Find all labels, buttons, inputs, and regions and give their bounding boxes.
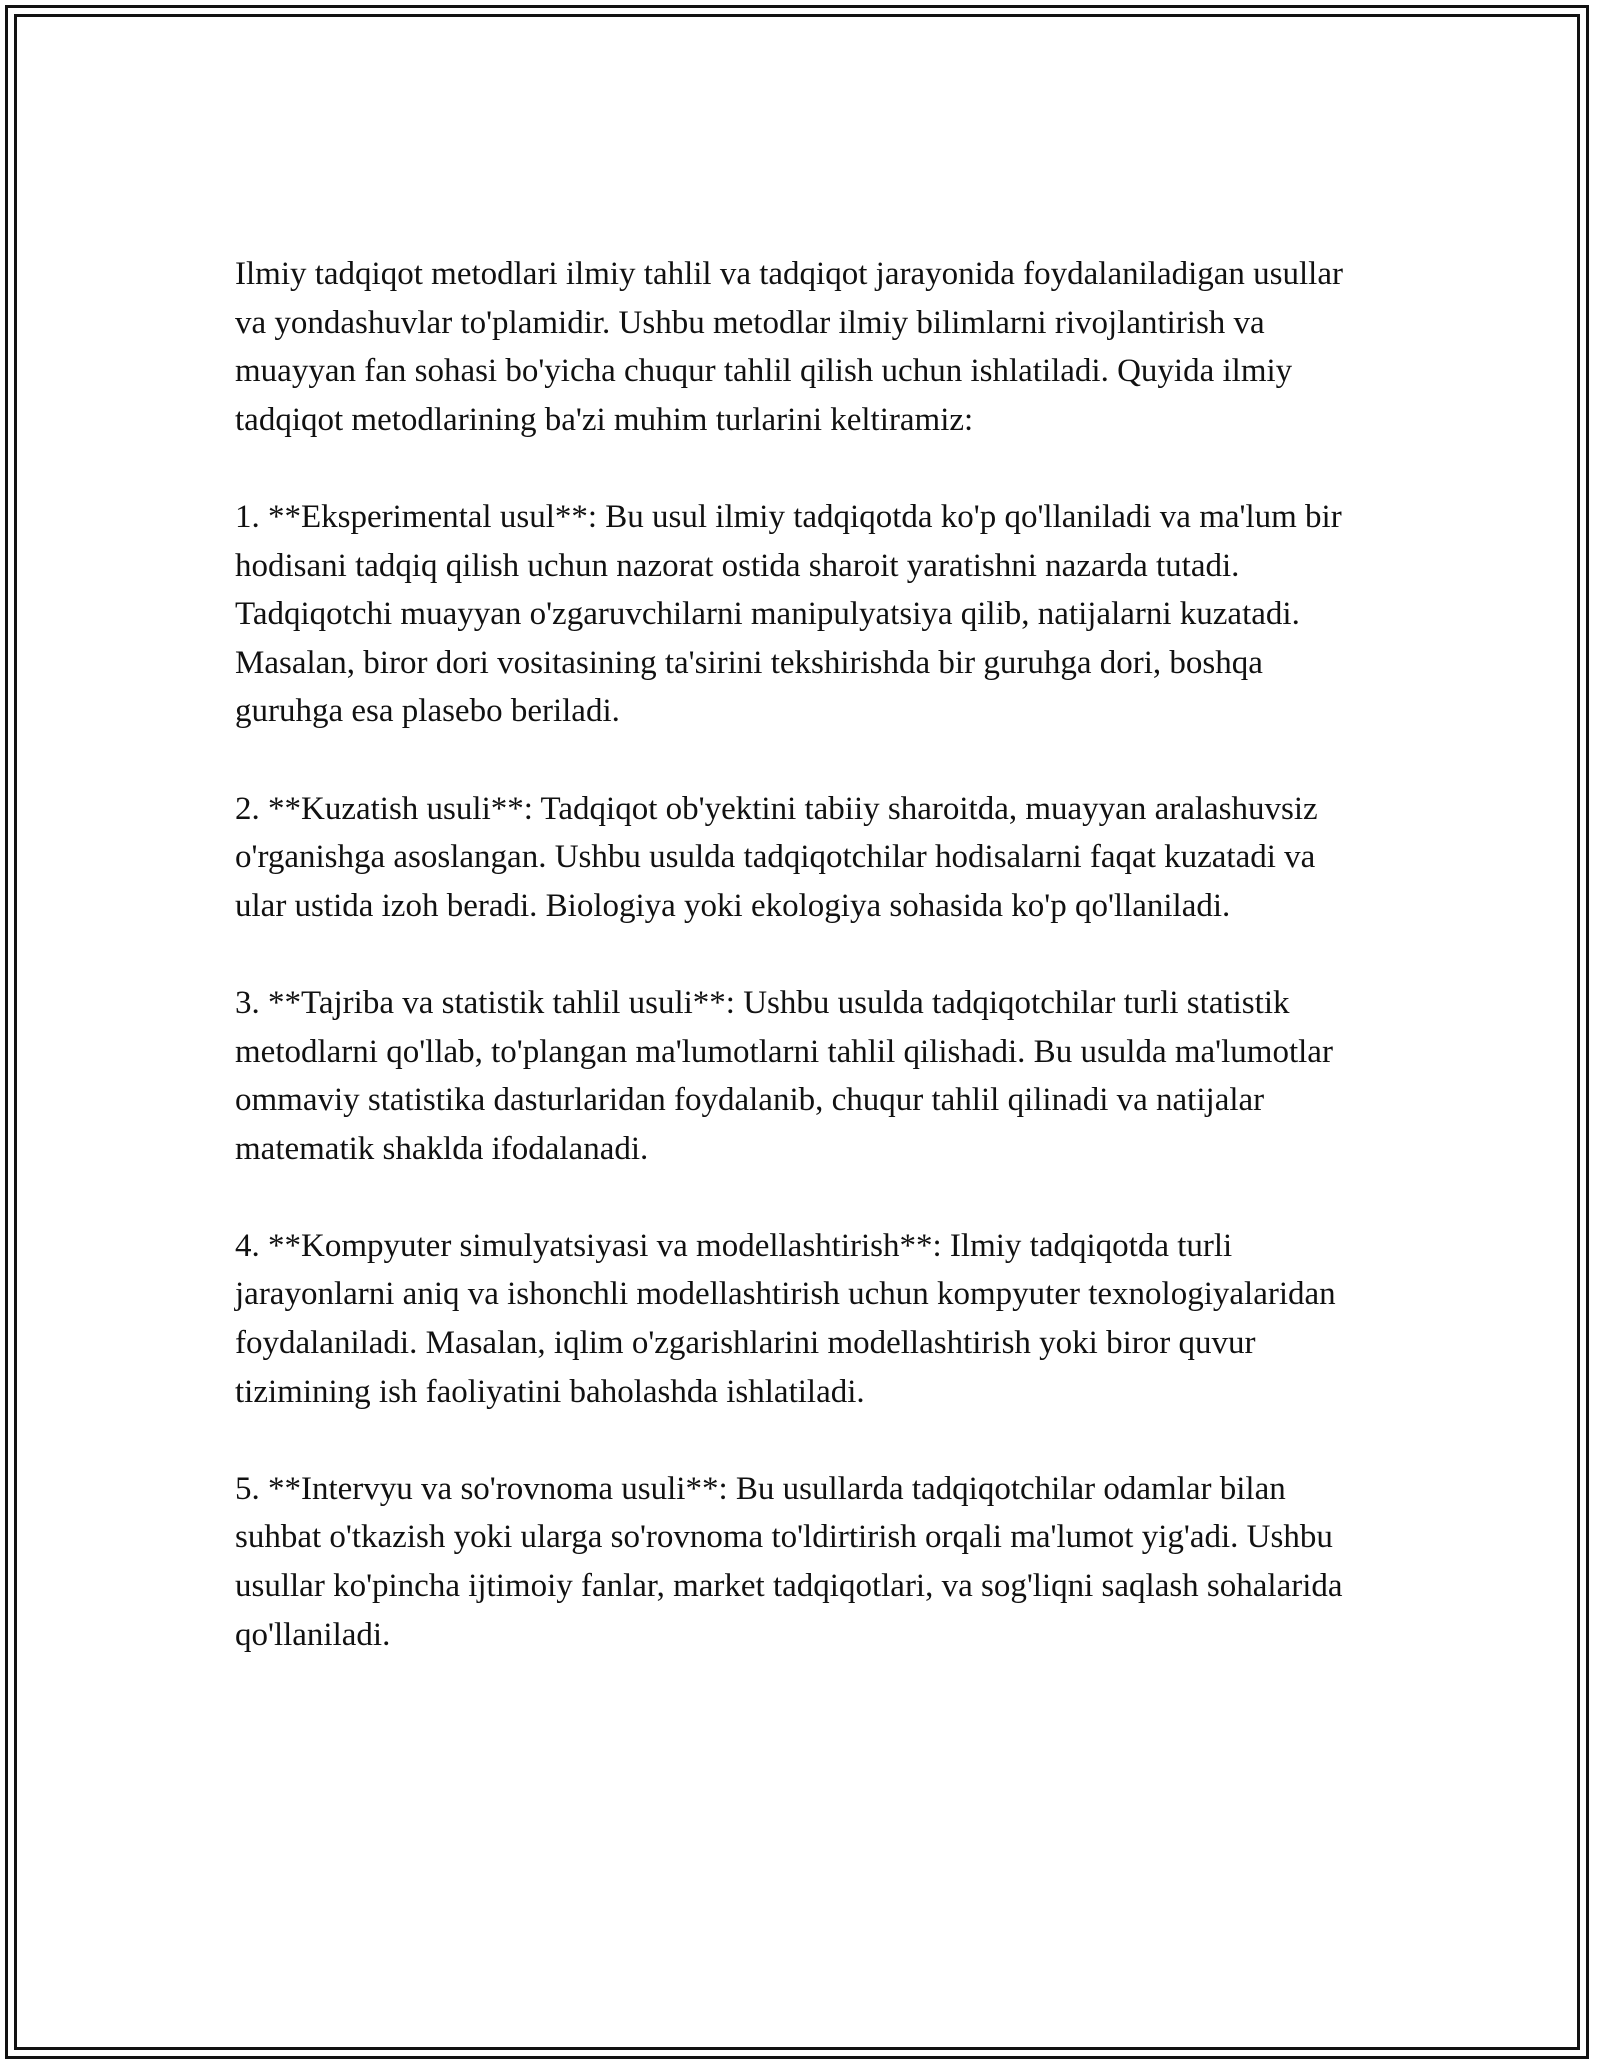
method-item-observation: 2. **Kuzatish usuli**: Tadqiqot ob'yektini tabiiy sharoitda, muayyan aralashuvsiz o'rganishga asoslangan. Ushbu usulda tadqiqotchilar hodisalarni faqat kuzatadi va ular ustida izoh beradi. Biologiya yoki ekologiya sohasida ko'p qo'llaniladi. bbox=[235, 790, 1318, 924]
document-body bbox=[235, 250, 1365, 1659]
method-item-statistical: 3. **Tajriba va statistik tahlil usuli**: Ushbu usulda tadqiqotchilar turli statistik metodlarni qo'llab, to'plangan ma'lumotlarni tahlil qilishadi. Bu usulda ma'lumotlar ommaviy statistika dasturlaridan foydalanib, chuqur tahlil qilinadi va natijalar matematik shaklda ifodalanadi. bbox=[235, 984, 1333, 1167]
method-item-interview: 5. **Intervyu va so'rovnoma usuli**: Bu usullarda tadqiqotchilar odamlar bilan suhbat o'tkazish yoki ularga so'rovnoma to'ldirtirish orqali ma'lumot yig'adi. Ushbu usullar ko'pincha ijtimoiy fanlar, market tadqiqotlari, va sog'liqni saqlash sohalarida qo'llaniladi. bbox=[235, 1470, 1343, 1653]
intro-paragraph: Ilmiy tadqiqot metodlari ilmiy tahlil va tadqiqot jarayonida foydalaniladigan usullar va yondashuvlar to'plamidir. Ushbu metodlar ilmiy bilimlarni rivojlantirish va muayyan fan sohasi bo'yicha chuqur tahlil qilish uchun ishlatiladi. Quyida ilmiy tadqiqot metodlarining ba'zi muhim turlarini keltiramiz: bbox=[235, 256, 1343, 438]
method-item-simulation: 4. **Kompyuter simulyatsiyasi va modellashtirish**: Ilmiy tadqiqotda turli jarayonlarni aniq va ishonchli modellashtirish uchun kompyuter texnologiyalaridan foydalaniladi. Masalan, iqlim o'zgarishlarini modellashtirish yoki biror quvur tizimining ish faoliyatini baholashda ishlatiladi. bbox=[235, 1227, 1336, 1410]
method-item-experimental: 1. **Eksperimental usul**: Bu usul ilmiy tadqiqotda ko'p qo'llaniladi va ma'lum bir hodisani tadqiq qilish uchun nazorat ostida sharoit yaratishni nazarda tutadi. Tadqiqotchi muayyan o'zgaruvchilarni manipulyatsiya qilib, natijalarni kuzatadi. Masalan, biror dori vositasining ta'sirini tekshirishda bir guruhga dori, boshqa guruhga esa plasebo beriladi. bbox=[235, 498, 1342, 730]
